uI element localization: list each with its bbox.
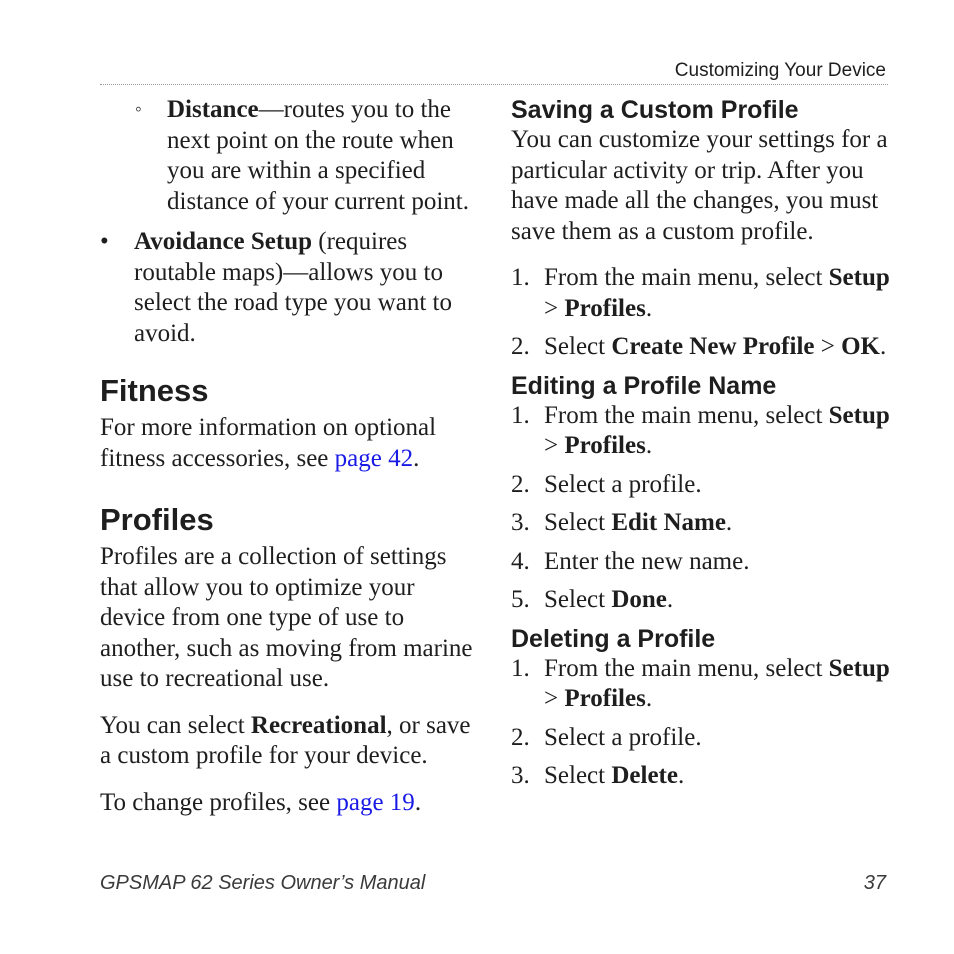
profiles-paragraph-2 (100, 711, 485, 772)
separator: > (544, 685, 565, 712)
step-number: 1. (511, 401, 530, 429)
profiles-paragraph-3 (100, 788, 485, 819)
period: . (666, 586, 674, 613)
list-item (511, 761, 891, 792)
step-number: 1. (511, 654, 530, 682)
step-number: 2. (511, 723, 530, 751)
list-item (511, 332, 891, 363)
running-header: Customizing Your Device (674, 60, 886, 81)
step-number: 3. (511, 762, 530, 789)
list-item (511, 508, 891, 539)
create-new-profile-term: Create New Profile (611, 333, 815, 360)
step-number: 4. (511, 547, 530, 575)
list-item (511, 401, 891, 462)
profiles-term: Profiles (564, 685, 646, 712)
period: . (725, 509, 733, 536)
step-number: 3. (511, 509, 530, 536)
editing-heading: Editing a Profile Name (511, 371, 777, 400)
bullet-icon: • (100, 228, 109, 255)
period: . (645, 294, 653, 322)
profiles-heading: Profiles (100, 502, 214, 537)
step-number: 2. (511, 470, 530, 498)
distance-term: Distance (167, 96, 259, 123)
setup-term: Setup (828, 401, 890, 429)
delete-term: Delete (611, 762, 678, 789)
period: . (645, 432, 653, 459)
para3-period: . (414, 788, 422, 816)
list-item (511, 585, 891, 616)
avoidance-term: Avoidance Setup (134, 228, 313, 255)
footer-page-number: 37 (863, 872, 886, 894)
profiles-term: Profiles (564, 294, 646, 322)
hollow-bullet-icon: ◦ (135, 99, 142, 120)
step-text: From the main menu, select (544, 654, 829, 682)
setup-term: Setup (828, 264, 890, 291)
profiles-paragraph-1: Profiles are a collection of settings that allow you to optimize your device from one type of use to another, such as moving from marine use to recreational use. (100, 543, 473, 692)
saving-intro: You can customize your settings for a particular activity or trip. After you have made all the changes, you must save them as a custom profile. (511, 126, 888, 245)
period: . (677, 762, 685, 789)
step-text: From the main menu, select (544, 264, 829, 291)
footer-manual-title: GPSMAP 62 Series Owner’s Manual (100, 872, 426, 894)
avoidance-bullet (100, 227, 485, 349)
distance-text: —routes you to the next point on the route when you are within a specified distance of your current point. (167, 96, 469, 215)
recreational-term: Recreational (250, 711, 387, 739)
list-item (511, 723, 891, 754)
step-text: Select a profile. (544, 470, 702, 498)
step-number: 5. (511, 586, 530, 613)
separator: > (544, 294, 565, 322)
para2-text: You can select (100, 711, 251, 739)
editing-steps (511, 401, 891, 616)
right-column (511, 95, 891, 800)
step-number: 2. (511, 333, 530, 360)
profiles-page-link[interactable]: page 19 (336, 788, 415, 816)
distance-bullet (100, 95, 485, 217)
step-text: Enter the new name. (544, 547, 750, 575)
step-number: 1. (511, 264, 530, 291)
separator: > (544, 432, 565, 459)
edit-name-term: Edit Name (611, 509, 726, 536)
fitness-page-link[interactable]: page 42 (334, 444, 414, 472)
step-text: Select (544, 333, 612, 360)
profiles-term: Profiles (564, 432, 646, 459)
step-text: From the main menu, select (544, 401, 829, 429)
ok-term: OK (841, 333, 881, 360)
list-item (511, 263, 891, 324)
period: . (880, 333, 887, 360)
done-term: Done (611, 586, 667, 613)
fitness-paragraph (100, 413, 485, 474)
fitness-heading: Fitness (100, 373, 209, 408)
step-text: Select (544, 762, 612, 789)
saving-heading: Saving a Custom Profile (511, 96, 799, 124)
para3-text: To change profiles, see (100, 788, 337, 816)
header-rule (100, 84, 888, 85)
fitness-text: For more information on optional fitness accessories, see (100, 414, 437, 472)
list-item (511, 470, 891, 501)
step-text: Select a profile. (544, 723, 702, 751)
period: . (645, 685, 653, 712)
fitness-period: . (413, 444, 420, 472)
list-item (511, 654, 891, 715)
step-text: Select (544, 586, 612, 613)
step-text: Select (544, 509, 612, 536)
list-item (511, 547, 891, 578)
deleting-steps (511, 654, 891, 792)
left-column (100, 95, 485, 818)
deleting-heading: Deleting a Profile (511, 624, 716, 653)
separator: > (814, 333, 842, 360)
avoidance-text: (requires routable maps)—allows you to select the road type you want to avoid. (134, 228, 452, 347)
saving-steps (511, 263, 891, 363)
setup-term: Setup (828, 654, 890, 682)
para2-tail: , or save a custom profile for your device. (100, 711, 471, 769)
